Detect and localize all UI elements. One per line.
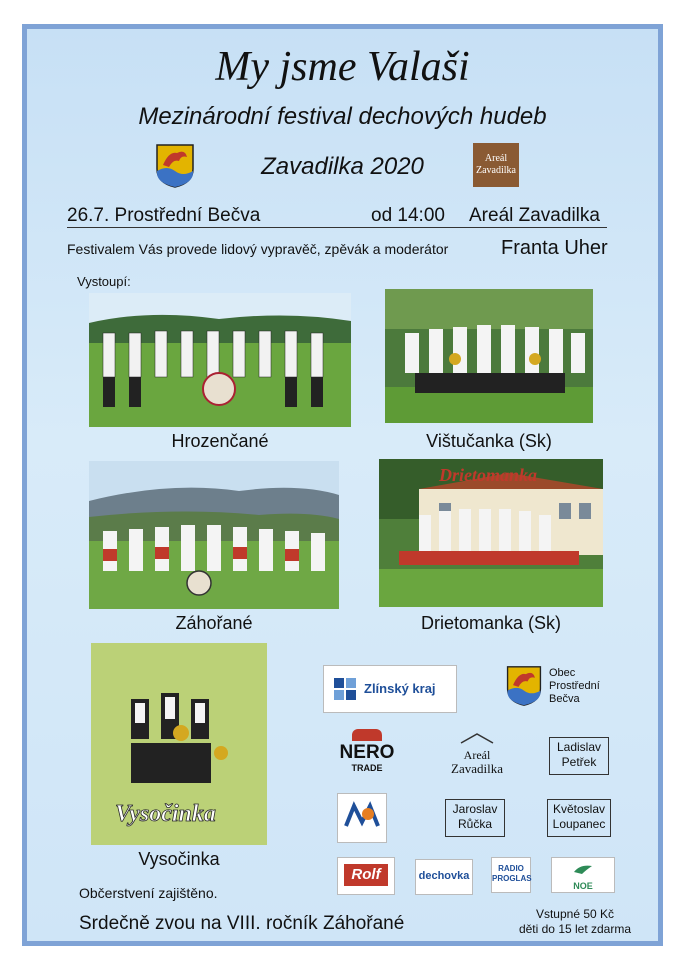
centrum-logo-icon [338,794,386,842]
areal-roof-icon [459,732,495,744]
zlinsky-kraj-icon [334,678,358,700]
sponsor-radio-dechovka [415,859,473,895]
band-name-vistucanka: Vištučanka (Sk) [426,431,552,451]
loupanec-line1: Květoslav [552,802,606,816]
host-text: Festivalem Vás provede lidový vypravěč, zpěvák a moderátor [67,241,449,257]
noe-dove-icon [572,862,594,876]
nero-line2: TRADE [351,763,383,773]
band-photo-vysocinka [91,643,267,845]
sponsor-rolf [337,857,395,895]
start-time: od 14:00 [371,205,445,226]
dechovka-label: dechovka [418,870,470,882]
sponsor-areal-zavadilka [445,731,509,775]
band-photo-vistucanka [385,289,593,423]
band-name-vysocinka: Vysočinka [138,849,220,869]
drietomanka-photo-title: Drietomanka [439,465,538,485]
petrek-line2: Petřek [561,755,597,769]
poster-subtitle: Mezinárodní festival dechových hudeb [138,103,547,130]
festival-poster [22,24,663,946]
proglas-line1: RADIO [498,864,524,873]
date-place: 26.7. Prostřední Bečva [67,205,261,226]
obec-crest-icon [505,665,543,707]
noe-label: NOE [573,881,593,891]
nero-line1: NERO [339,742,395,763]
divider-line [67,227,607,228]
vysocinka-photo-title: Vysočinka [115,801,216,827]
petrek-line1: Ladislav [556,740,602,754]
sponsor-ladislav-petrek [549,737,609,775]
poster-title: My jsme Valaši [215,44,470,90]
areal-logo-line1: Areál [484,153,508,164]
ticket-line2: děti do 15 let zdarma [518,922,632,936]
sponsor-zlinsky-kraj [323,665,457,713]
band-photo-hrozencane [89,293,351,427]
loupanec-line2: Loupanec [552,817,606,831]
refreshments-note: Občerstvení zajištěno. [79,885,218,901]
sponsor-radio-proglas [491,857,531,893]
ticket-price [507,907,643,937]
band-photo-drietomanka [379,459,603,607]
sponsor-kvetoslav-loupanec [547,799,611,837]
band-name-hrozencane: Hrozenčané [171,431,269,451]
obec-line2: Prostřední [549,680,600,692]
band-name-drietomanka: Drietomanka (Sk) [420,613,562,633]
sponsor-centrum [337,793,387,843]
obec-line1: Obec [549,667,576,679]
venue: Areál Zavadilka [469,205,600,226]
invitation-text: Srdečně zvou na VIII. ročník Záhořané [79,913,405,934]
nero-icon [352,729,382,741]
host-name: Franta Uher [501,237,608,259]
areal-sponsor-line2: Zavadilka [451,761,503,776]
rucka-line1: Jaroslav [452,802,498,816]
sponsor-jaroslav-rucka [445,799,505,837]
areal-sponsor-line1: Areál [463,748,491,762]
perform-label: Vystoupí: [77,274,131,289]
proglas-line2: PROGLAS [492,874,532,883]
band-photo-zahorane [89,461,339,609]
sponsor-obec [549,667,600,706]
sponsor-noe [551,857,615,893]
rolf-label: Rolf [344,864,388,886]
zlinsky-kraj-label: Zlínský kraj [364,681,436,696]
ticket-line1: Vstupné 50 Kč [535,907,615,921]
areal-logo-line2: Zavadilka [476,165,516,176]
sponsor-nero-trade [329,729,405,777]
areal-zavadilka-logo [473,143,519,187]
rucka-line2: Růčka [457,817,492,831]
obec-line3: Bečva [549,693,580,705]
band-name-zahorane: Záhořané [175,613,253,633]
festival-edition: Zavadilka 2020 [261,153,424,180]
